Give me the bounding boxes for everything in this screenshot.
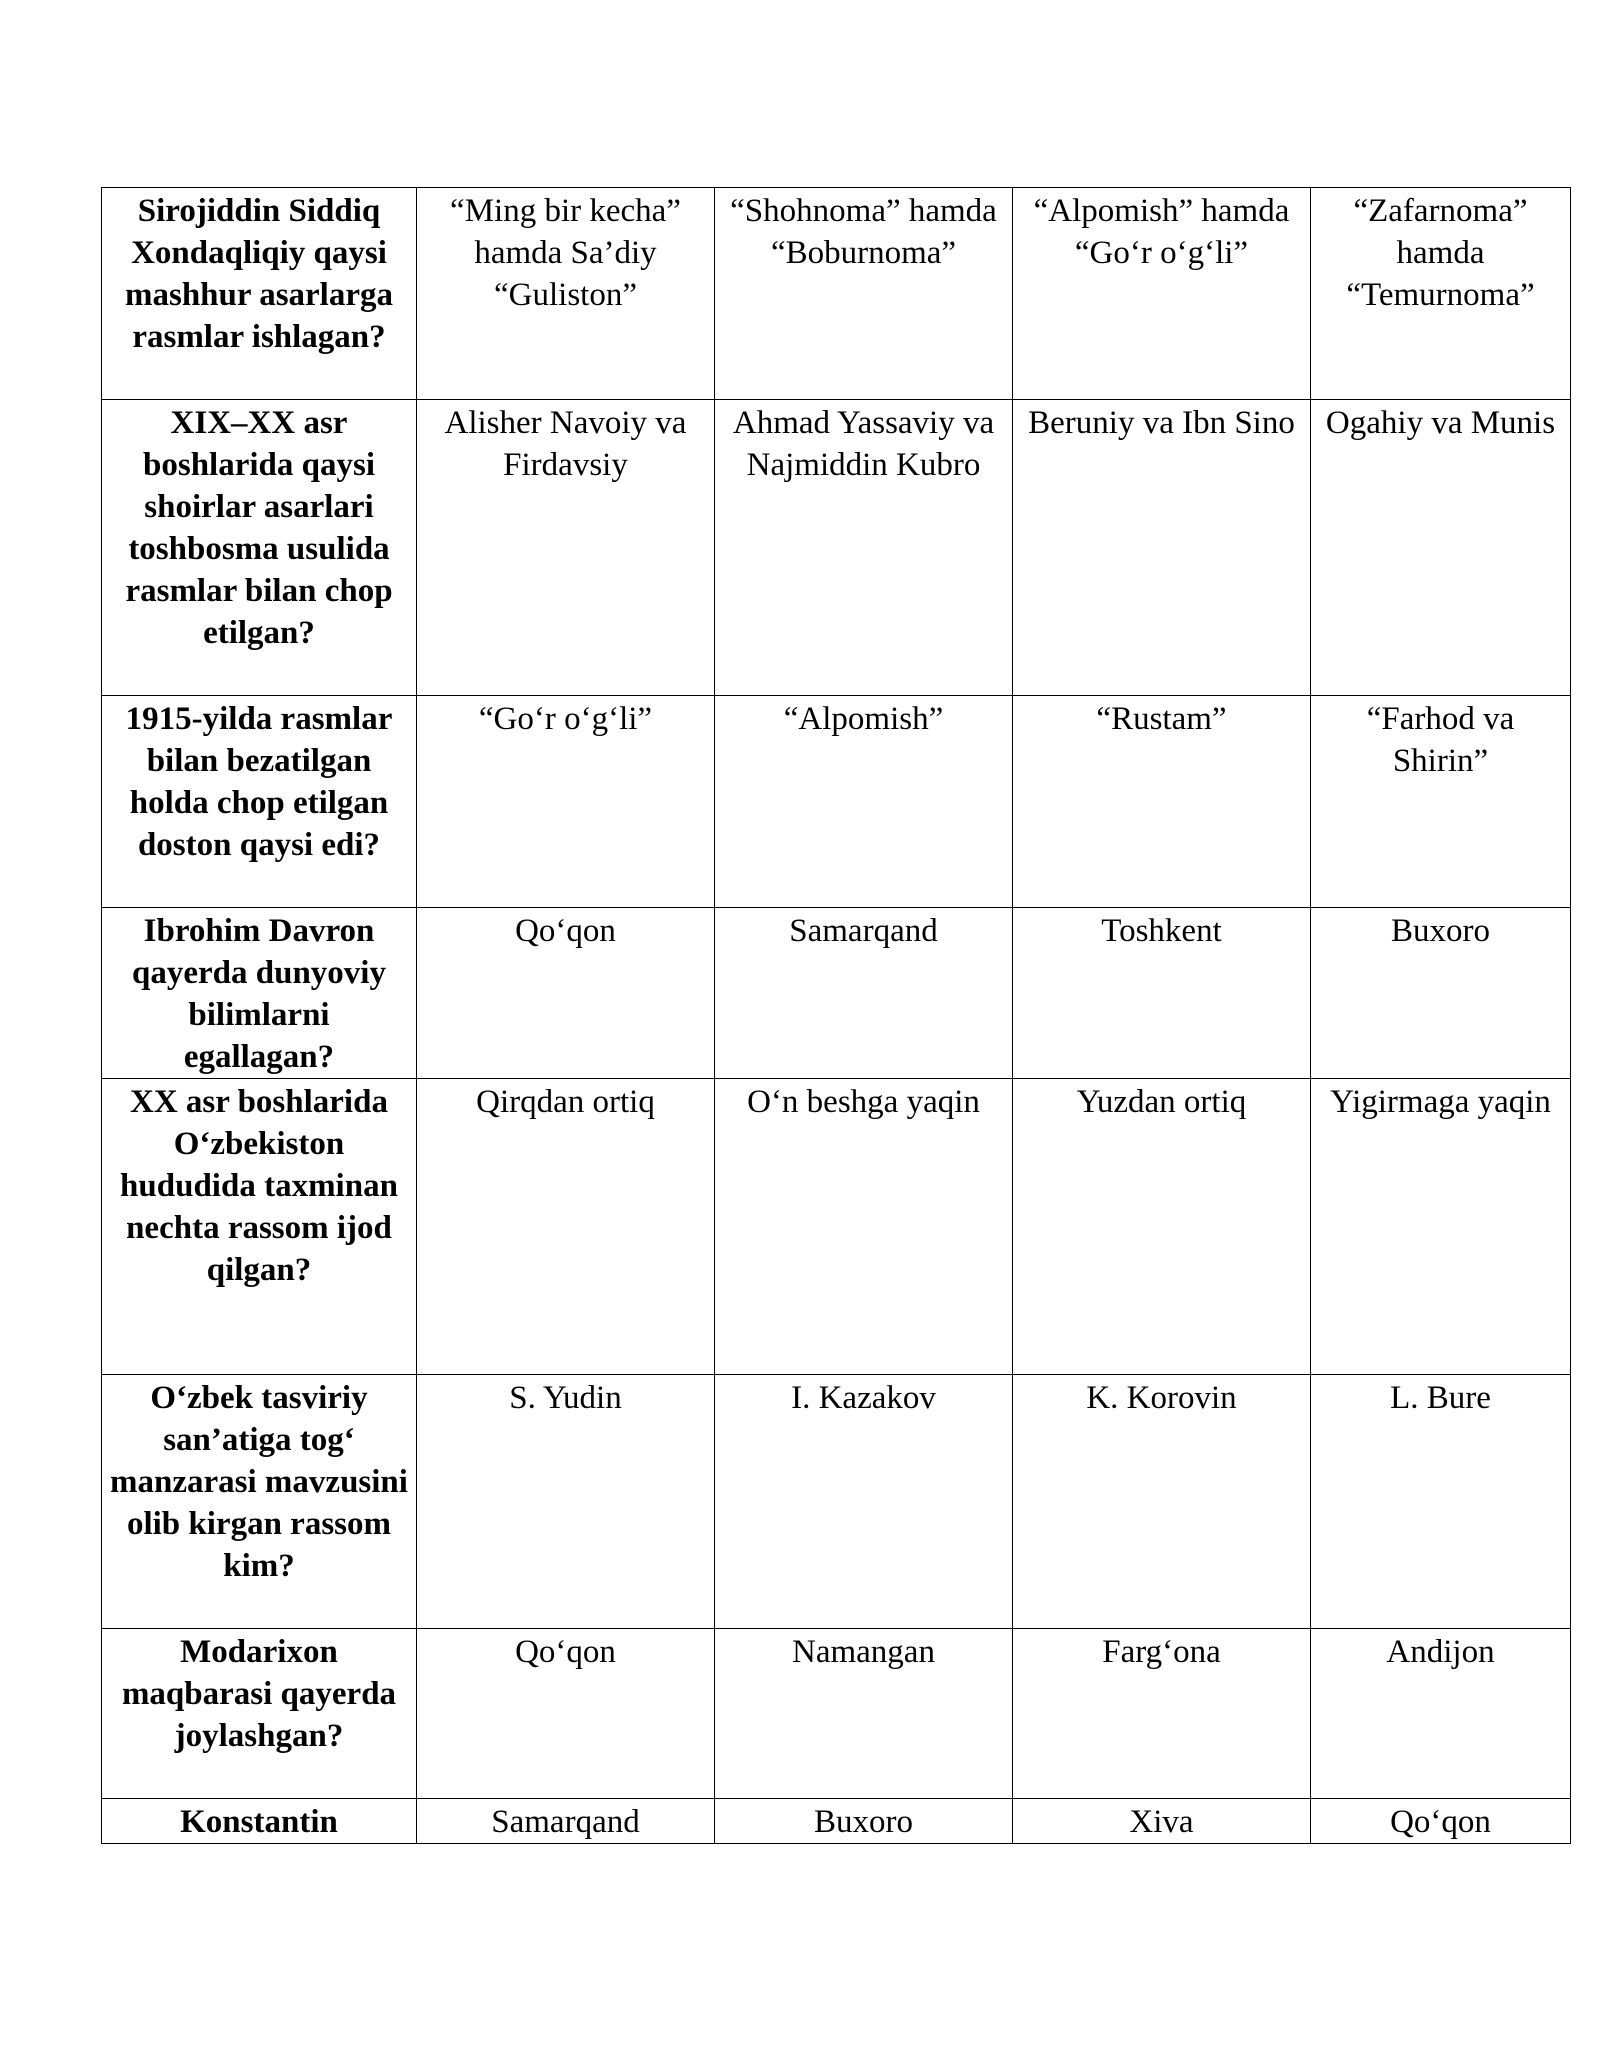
option-c-cell: “Rustam”	[1013, 696, 1311, 908]
option-d-cell: Buxoro	[1311, 908, 1571, 1079]
option-a-cell: Qo‘qon	[417, 908, 715, 1079]
option-a-cell: “Ming bir kecha” hamda Sa’diy “Guliston”	[417, 188, 715, 400]
question-cell: O‘zbek tasviriy san’atiga tog‘ manzarasi mavzusini olib kirgan rassom kim?	[102, 1375, 417, 1629]
option-d-cell: Andijon	[1311, 1629, 1571, 1799]
option-d-cell: L. Bure	[1311, 1375, 1571, 1629]
option-a-cell: Samarqand	[417, 1799, 715, 1844]
option-b-cell: “Shohnoma” hamda “Boburnoma”	[715, 188, 1013, 400]
option-a-cell: Qirqdan ortiq	[417, 1079, 715, 1375]
table-row	[102, 1375, 1571, 1629]
table-row	[102, 1799, 1571, 1844]
option-c-cell: Beruniy va Ibn Sino	[1013, 400, 1311, 696]
table-row	[102, 1629, 1571, 1799]
option-a-cell: “Go‘r o‘g‘li”	[417, 696, 715, 908]
option-c-cell: Farg‘ona	[1013, 1629, 1311, 1799]
question-cell: Ibrohim Davron qayerda dunyoviy bilimlarni egallagan?	[102, 908, 417, 1079]
option-a-cell: S. Yudin	[417, 1375, 715, 1629]
option-c-cell: Yuzdan ortiq	[1013, 1079, 1311, 1375]
table-row	[102, 400, 1571, 696]
question-cell: Sirojiddin Siddiq Xondaqliqiy qaysi mashhur asarlarga rasmlar ishlagan?	[102, 188, 417, 400]
option-b-cell: Namangan	[715, 1629, 1013, 1799]
option-b-cell: Ahmad Yassaviy va Najmiddin Kubro	[715, 400, 1013, 696]
option-d-cell: Ogahiy va Munis	[1311, 400, 1571, 696]
table-row	[102, 696, 1571, 908]
option-d-cell: Yigirmaga yaqin	[1311, 1079, 1571, 1375]
option-b-cell: “Alpomish”	[715, 696, 1013, 908]
question-cell: 1915-yilda rasmlar bilan bezatilgan holda chop etilgan doston qaysi edi?	[102, 696, 417, 908]
option-a-cell: Alisher Navoiy va Firdavsiy	[417, 400, 715, 696]
table-row	[102, 188, 1571, 400]
option-c-cell: K. Korovin	[1013, 1375, 1311, 1629]
question-cell: XIX–XX asr boshlarida qaysi shoirlar asarlari toshbosma usulida rasmlar bilan chop etilgan?	[102, 400, 417, 696]
option-c-cell: Toshkent	[1013, 908, 1311, 1079]
option-d-cell: “Zafarnoma” hamda “Temurnoma”	[1311, 188, 1571, 400]
option-c-cell: “Alpomish” hamda “Go‘r o‘g‘li”	[1013, 188, 1311, 400]
option-c-cell: Xiva	[1013, 1799, 1311, 1844]
question-cell: Konstantin	[102, 1799, 417, 1844]
question-cell: XX asr boshlarida O‘zbekiston hududida taxminan nechta rassom ijod qilgan?	[102, 1079, 417, 1375]
option-b-cell: Samarqand	[715, 908, 1013, 1079]
option-b-cell: I. Kazakov	[715, 1375, 1013, 1629]
option-d-cell: Qo‘qon	[1311, 1799, 1571, 1844]
quiz-table	[101, 187, 1571, 1844]
question-cell: Modarixon maqbarasi qayerda joylashgan?	[102, 1629, 417, 1799]
table-row	[102, 1079, 1571, 1375]
option-a-cell: Qo‘qon	[417, 1629, 715, 1799]
table-row	[102, 908, 1571, 1079]
option-b-cell: Buxoro	[715, 1799, 1013, 1844]
option-d-cell: “Farhod va Shirin”	[1311, 696, 1571, 908]
option-b-cell: O‘n beshga yaqin	[715, 1079, 1013, 1375]
